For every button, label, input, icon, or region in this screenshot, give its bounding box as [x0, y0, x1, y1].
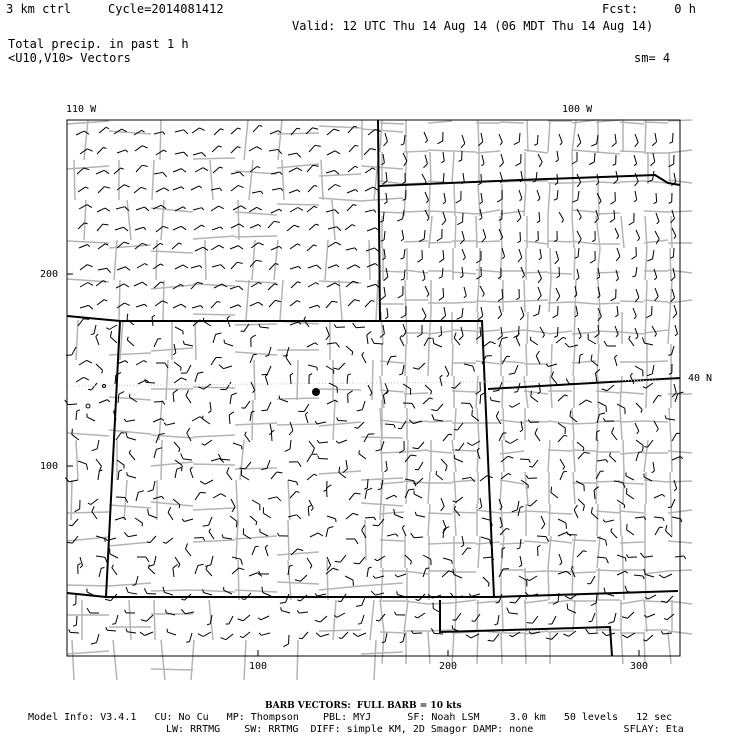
- barb-note: BARB VECTORS: FULL BARB = 10 kts: [265, 701, 462, 711]
- axis-ticks: [67, 274, 639, 656]
- lat-label-40n: 40 N: [688, 373, 713, 384]
- y-tick-200: 200: [40, 269, 59, 280]
- city-marker: [312, 388, 320, 396]
- field-subtitle: <U10,V10> Vectors: [8, 51, 131, 65]
- x-tick-300: 300: [630, 661, 649, 672]
- y-tick-100: 100: [40, 461, 59, 472]
- smoothing-label: sm= 4: [634, 51, 671, 65]
- lon-label-100w: 100 W: [562, 104, 593, 115]
- ut-az-border: [67, 593, 106, 597]
- wy-ut-border: [67, 316, 120, 321]
- field-title: Total precip. in past 1 h: [8, 37, 189, 51]
- lon-label-110w: 110 W: [66, 104, 97, 115]
- x-tick-100: 100: [249, 661, 268, 672]
- ne-ks-border: [488, 378, 680, 389]
- x-tick-200: 200: [439, 661, 458, 672]
- model-info-line2: LW: RRTMG SW: RRTMG DIFF: simple KM, 2D Smagor DAMP: none SFLAY: Eta: [166, 724, 684, 735]
- colorado-border: [106, 321, 494, 597]
- forecast-hour: Fcst: 0 h: [602, 2, 696, 16]
- valid-time: Valid: 12 UTC Thu 14 Aug 14 (06 MDT Thu 14 Aug 14): [292, 19, 654, 33]
- lake-marker-2: [86, 404, 90, 408]
- wind-barbs: [65, 124, 686, 647]
- run-label: 3 km ctrl: [6, 2, 72, 16]
- nm-tx-border: [494, 591, 678, 597]
- model-info-line1: Model Info: V3.4.1 CU: No Cu MP: Thompson PBL: MYJ SF: Noah LSM 3.0 km 50 levels 12 sec: [28, 712, 673, 723]
- cycle-label: Cycle=2014081412: [108, 2, 224, 16]
